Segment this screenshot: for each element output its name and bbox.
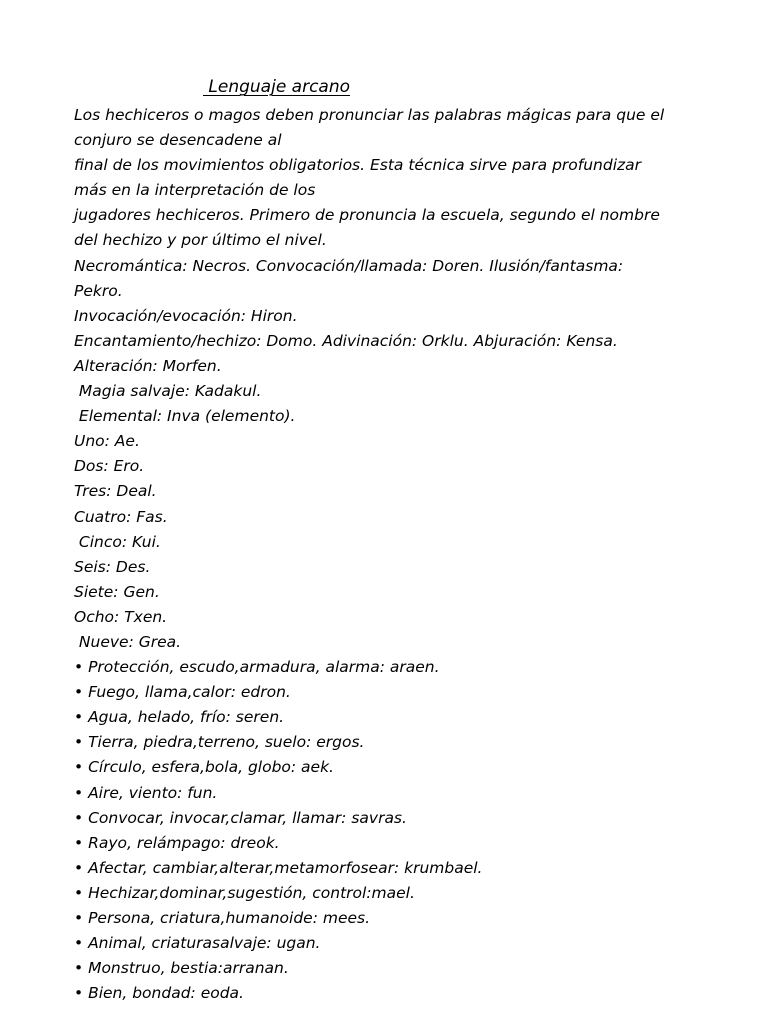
text-line: Necromántica: Necros. Convocación/llamada: Doren. Ilusión/fantasma:: [74, 256, 624, 275]
list-item: • Fuego, llama,calor: edron.: [74, 683, 291, 702]
text-line: Los hechiceros o magos deben pronunciar las palabras mágicas para que el: [74, 106, 665, 124]
text-line: Ocho: Txen.: [74, 607, 168, 626]
text-line: Pekro.: [74, 281, 123, 300]
document-body: [74, 103, 734, 1006]
list-item: • Hechizar,dominar,sugestión, control:mael.: [74, 883, 415, 902]
text-line: Cinco: Kui.: [74, 532, 161, 551]
text-line: del hechizo y por último el nivel.: [74, 231, 327, 250]
list-item: • Agua, helado, frío: seren.: [74, 708, 285, 727]
list-item: • Animal, criaturasalvaje: ugan.: [74, 934, 321, 953]
list-item: • Rayo, relámpago: dreok.: [74, 833, 280, 852]
list-item: • Protección, escudo,armadura, alarma: araen.: [74, 658, 440, 677]
list-item: • Afectar, cambiar,alterar,metamorfosear: krumbael.: [74, 858, 483, 877]
list-item: • Persona, criatura,humanoide: mees.: [74, 909, 371, 927]
text-line: Nueve: Grea.: [74, 632, 182, 651]
list-item: • Círculo, esfera,bola, globo: aek.: [74, 758, 334, 777]
text-line: Uno: Ae.: [74, 432, 140, 451]
text-line: conjuro se desencadene al: [74, 131, 282, 150]
text-line: jugadores hechiceros. Primero de pronuncia la escuela, segundo el nombre: [74, 206, 660, 225]
text-line: Alteración: Morfen.: [74, 356, 222, 375]
text-line: Siete: Gen.: [74, 582, 160, 601]
text-line: más en la interpretación de los: [74, 181, 316, 200]
text-line: Magia salvaje: Kadakul.: [74, 382, 262, 401]
text-line: Encantamiento/hechizo: Domo. Adivinación: Orklu. Abjuración: Kensa.: [74, 331, 618, 350]
list-item: • Bien, bondad: eoda.: [74, 984, 244, 1003]
text-line: Dos: Ero.: [74, 457, 145, 476]
text-line: Elemental: Inva (elemento).: [74, 407, 296, 426]
document-title: Lenguaje arcano: [203, 77, 351, 97]
list-item: • Convocar, invocar,clamar, llamar: savras.: [74, 808, 407, 827]
text-line: Seis: Des.: [74, 557, 151, 576]
text-line: Cuatro: Fas.: [74, 507, 168, 526]
list-item: • Monstruo, bestia:arranan.: [74, 959, 289, 978]
text-line: final de los movimientos obligatorios. Esta técnica sirve para profundizar: [74, 156, 642, 175]
text-line: Tres: Deal.: [74, 482, 157, 501]
list-item: • Tierra, piedra,terreno, suelo: ergos.: [74, 733, 365, 752]
list-item: • Aire, viento: fun.: [74, 783, 218, 802]
text-line: Invocación/evocación: Hiron.: [74, 306, 298, 325]
